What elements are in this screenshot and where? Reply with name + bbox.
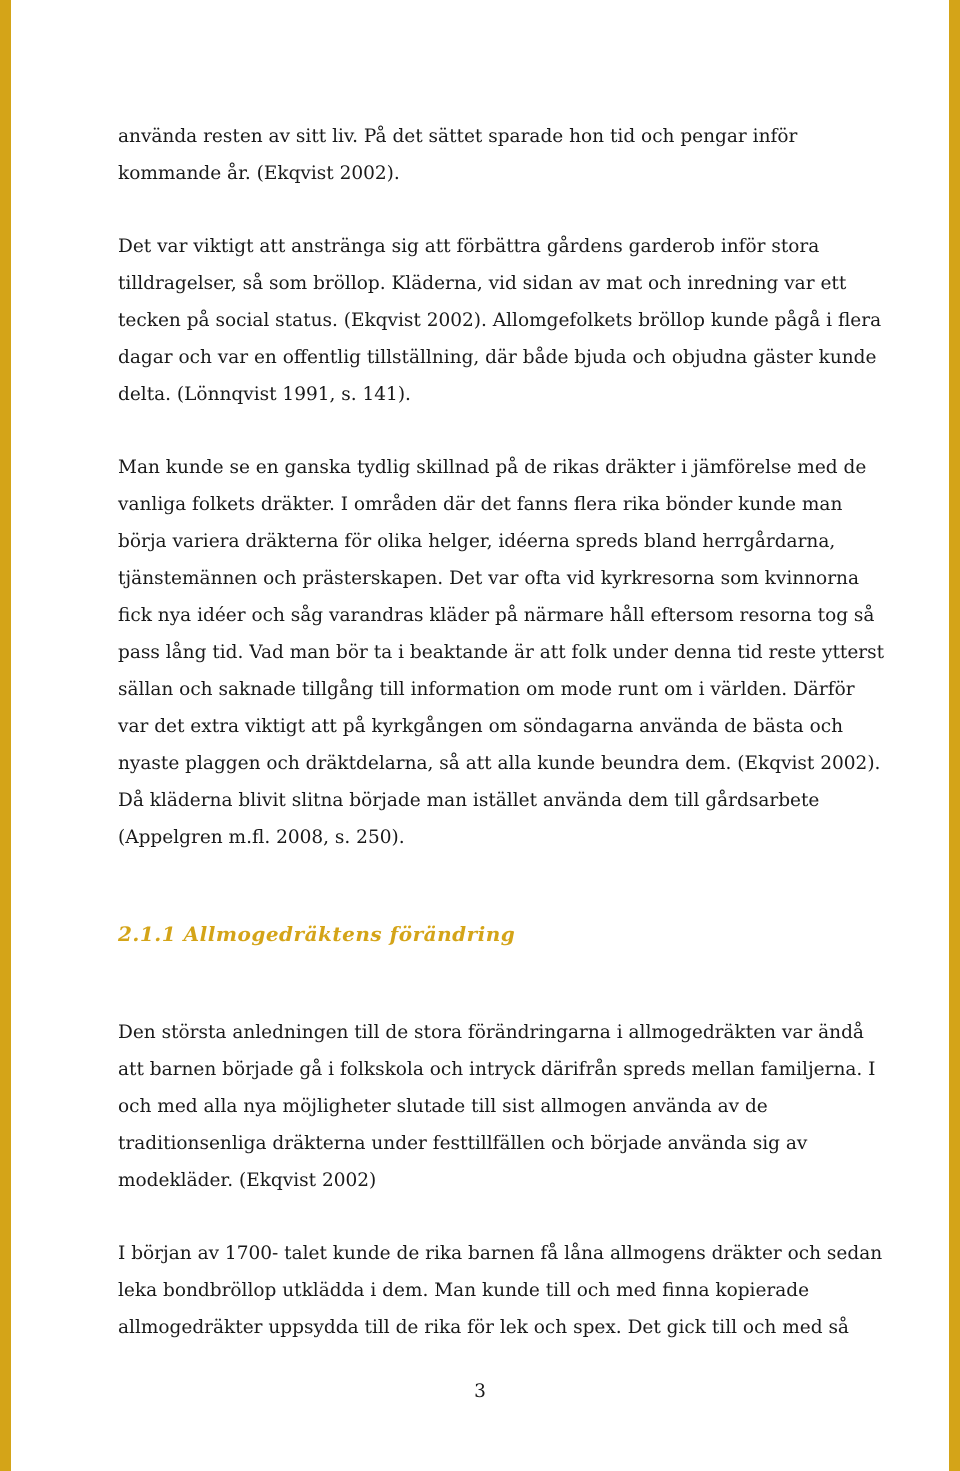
text-line: vanliga folkets dräkter. I områden där det fanns flera rika bönder kunde man — [118, 494, 843, 515]
text-line: kommande år. (Ekqvist 2002). — [118, 163, 400, 184]
text-line: pass lång tid. Vad man bör ta i beaktande är att folk under denna tid reste ytterst — [118, 642, 885, 663]
text-line: var det extra viktigt att på kyrkgången om söndagarna använda de bästa och — [118, 716, 843, 737]
text-line: sällan och saknade tillgång till information om mode runt om i världen. Därför — [118, 679, 855, 700]
text-line: börja variera dräkterna för olika helger, idéerna spreds bland herrgårdarna, — [118, 531, 836, 552]
text-line: dagar och var en offentlig tillställning, där både bjuda och objudna gäster kunde — [118, 347, 877, 368]
text-line: traditionsenliga dräkterna under festtillfällen och började använda sig av — [118, 1133, 808, 1154]
paragraph-4 — [118, 1014, 876, 1199]
text-line: Det var viktigt att anstränga sig att förbättra gårdens garderob inför stora — [118, 236, 820, 257]
text-line: att barnen började gå i folkskola och intryck därifrån spreds mellan familjerna. I — [118, 1059, 876, 1080]
text-line: tecken på social status. (Ekqvist 2002). Allomgefolkets bröllop kunde pågå i flera — [118, 310, 882, 331]
text-line: I början av 1700- talet kunde de rika barnen få låna allmogens dräkter och sedan — [118, 1243, 883, 1264]
text-line: delta. (Lönnqvist 1991, s. 141). — [118, 384, 411, 405]
section-heading: 2.1.1 Allmogedräktens förändring — [118, 922, 516, 946]
paragraph-5 — [118, 1235, 883, 1346]
paragraph-3 — [118, 449, 885, 856]
text-line: Då kläderna blivit slitna började man istället använda dem till gårdsarbete — [118, 790, 820, 811]
page-border-left — [0, 0, 11, 1471]
text-line: modekläder. (Ekqvist 2002) — [118, 1170, 377, 1191]
paragraph-1 — [118, 118, 858, 192]
text-line: allmogedräkter uppsydda till de rika för lek och spex. Det gick till och med så — [118, 1317, 849, 1338]
text-line: tjänstemännen och prästerskapen. Det var ofta vid kyrkresorna som kvinnorna — [118, 568, 859, 589]
text-line: nyaste plaggen och dräktdelarna, så att alla kunde beundra dem. (Ekqvist 2002). — [118, 753, 881, 774]
page-number: 3 — [474, 1381, 486, 1402]
document-body — [118, 118, 885, 1346]
text-line: tilldragelser, så som bröllop. Kläderna, vid sidan av mat och inredning var ett — [118, 273, 847, 294]
text-line: och med alla nya möjligheter slutade till sist allmogen använda av de — [118, 1096, 768, 1117]
page-border-right — [949, 0, 960, 1471]
text-line: Den största anledningen till de stora förändringarna i allmogedräkten var ändå — [118, 1022, 864, 1043]
text-line: fick nya idéer och såg varandras kläder på närmare håll eftersom resorna tog så — [118, 605, 875, 626]
text-line: (Appelgren m.fl. 2008, s. 250). — [118, 827, 405, 848]
text-line: Man kunde se en ganska tydlig skillnad på de rikas dräkter i jämförelse med de — [118, 457, 867, 478]
text-line: använda resten av sitt liv. På det sättet sparade hon tid och pengar inför — [118, 126, 798, 147]
text-line: leka bondbröllop utklädda i dem. Man kunde till och med finna kopierade — [118, 1280, 810, 1301]
paragraph-2 — [118, 228, 882, 413]
